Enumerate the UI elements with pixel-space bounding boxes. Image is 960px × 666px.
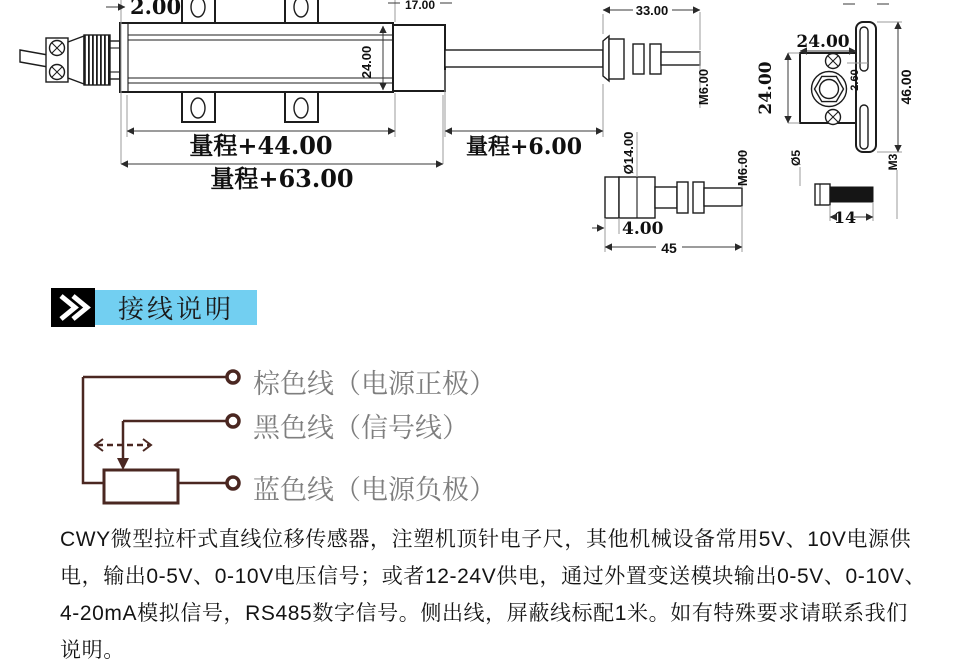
wiper-arrowhead — [117, 458, 129, 470]
dim-body-height: 24.00 — [359, 45, 374, 79]
dim-range-6: 量程+6.00 — [465, 134, 583, 160]
dim-range-63: 量程+63.00 — [210, 164, 354, 193]
section-header — [51, 288, 257, 327]
wire-label-blue: 蓝色线（电源负极） — [253, 475, 496, 505]
dim-shaft-length: 33.00 — [635, 3, 669, 18]
dim-tip-cap: 4.00 — [622, 219, 664, 239]
wiring-diagram — [0, 350, 250, 510]
potentiometer-body — [104, 470, 178, 503]
wire-label-black: 黑色线（信号线） — [253, 413, 469, 443]
dim-gap: 2.00 — [130, 0, 182, 19]
description-line: CWY微型拉杆式直线位移传感器，注塑机顶针电子尺，其他机械设备常用5V、10V电源供 — [60, 528, 912, 551]
description-line: 说明。 — [60, 639, 125, 662]
dim-face-width: 24.00 — [796, 32, 850, 52]
description-line: 电，输出0-5V、0-10V电压信号；或者12-24V供电，通过外置变送模块输出0-5V、0-10V、 — [60, 565, 927, 588]
dim-tip-length: 45 — [661, 240, 677, 256]
cable-connector — [20, 35, 120, 85]
brown-terminal — [227, 371, 239, 383]
left-return-line — [83, 377, 104, 483]
dim-tip-diameter: Ø14.00 — [621, 131, 636, 175]
rod-end-detail-view — [592, 132, 750, 256]
section-title: 接线说明 — [95, 290, 257, 325]
dim-tip-thread: M6.00 — [735, 149, 750, 187]
dim-screw-length: 14 — [833, 208, 857, 227]
dim-screw-head-dia: Ø5 — [789, 149, 803, 167]
dim-face-height: 24.00 — [756, 61, 776, 115]
description-line: 4-20mA模拟信号，RS485数字信号。侧出线，屏蔽线标配1米。如有特殊要求请联系我们 — [60, 602, 908, 625]
dim-screw-thread: M3 — [886, 153, 900, 171]
black-terminal — [227, 415, 239, 427]
chevron-icon — [51, 288, 95, 327]
sensor-end-view — [756, 4, 914, 152]
wiring-schematic — [83, 371, 239, 503]
dim-range-44: 量程+44.00 — [189, 131, 333, 160]
dim-flange-height: 46.00 — [898, 69, 914, 105]
dim-block-length: 17.00 — [404, 0, 436, 12]
sensor-body-side-view — [120, 0, 700, 122]
dim-shaft-thread: M6.00 — [696, 68, 711, 106]
product-description — [60, 521, 950, 666]
blue-terminal — [227, 477, 239, 489]
dimension-drawing — [0, 0, 960, 272]
dim-slot-width: 2.60 — [849, 69, 861, 91]
wire-label-brown: 棕色线（电源正极） — [253, 369, 496, 399]
mounting-screw-view — [789, 150, 900, 227]
